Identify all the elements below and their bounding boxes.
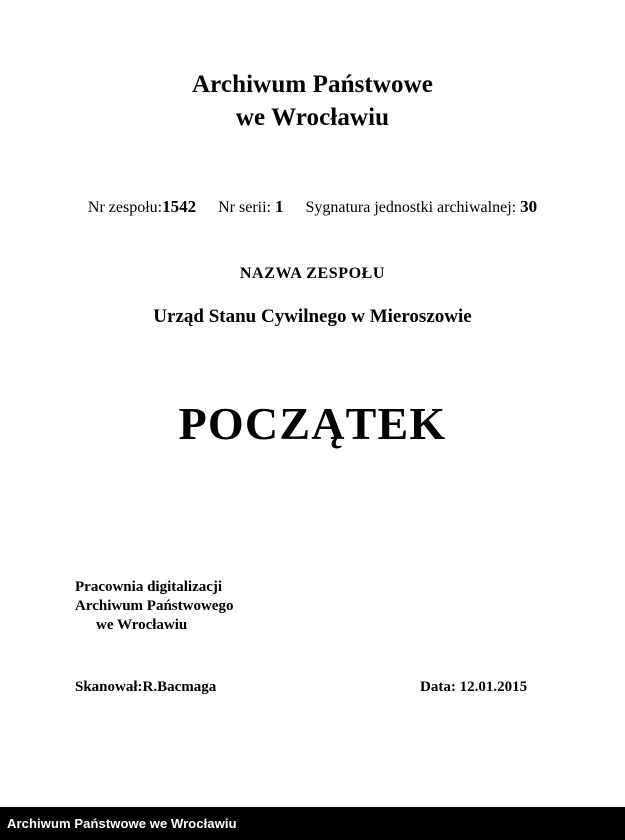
lab-line-3: we Wrocławiu [96,617,188,633]
unit-signature-label: Sygnatura jednostki archiwalnej: [305,199,521,216]
archive-masthead [0,68,625,134]
fonds-number-label: Nr zespołu: [87,199,163,216]
footer-watermark-bar [0,807,625,840]
lab-line-2: Archiwum Państwowego [75,598,234,614]
series-number-group [218,197,283,218]
scan-date-text: Data: 12.01.2015 [420,679,528,695]
masthead-line-2: we Wrocławiu [235,104,390,131]
unit-signature-value: 30 [520,197,538,216]
fonds-name-heading: NAZWA ZESPOŁU [239,265,386,282]
lab-line-1: Pracownia digitalizacji [75,579,223,595]
fonds-number-group [88,197,196,218]
start-marker-label: POCZĄTEK [178,398,447,449]
scanned-by-text: Skanował:R.Bacmaga [75,679,217,695]
footer-watermark-text: Archiwum Państwowe we Wrocławiu [7,816,237,831]
digitisation-lab-block [75,578,233,635]
masthead-line-1: Archiwum Państwowe [192,71,433,98]
fonds-name-block [0,263,625,329]
fonds-name-value: Urząd Stanu Cywilnego w Mieroszowie [153,306,472,327]
archival-reference-row [0,197,625,218]
fonds-number-value: 1542 [162,197,197,216]
series-number-value: 1 [274,197,284,216]
unit-signature-group [305,197,537,218]
series-number-label: Nr serii: [218,199,275,216]
